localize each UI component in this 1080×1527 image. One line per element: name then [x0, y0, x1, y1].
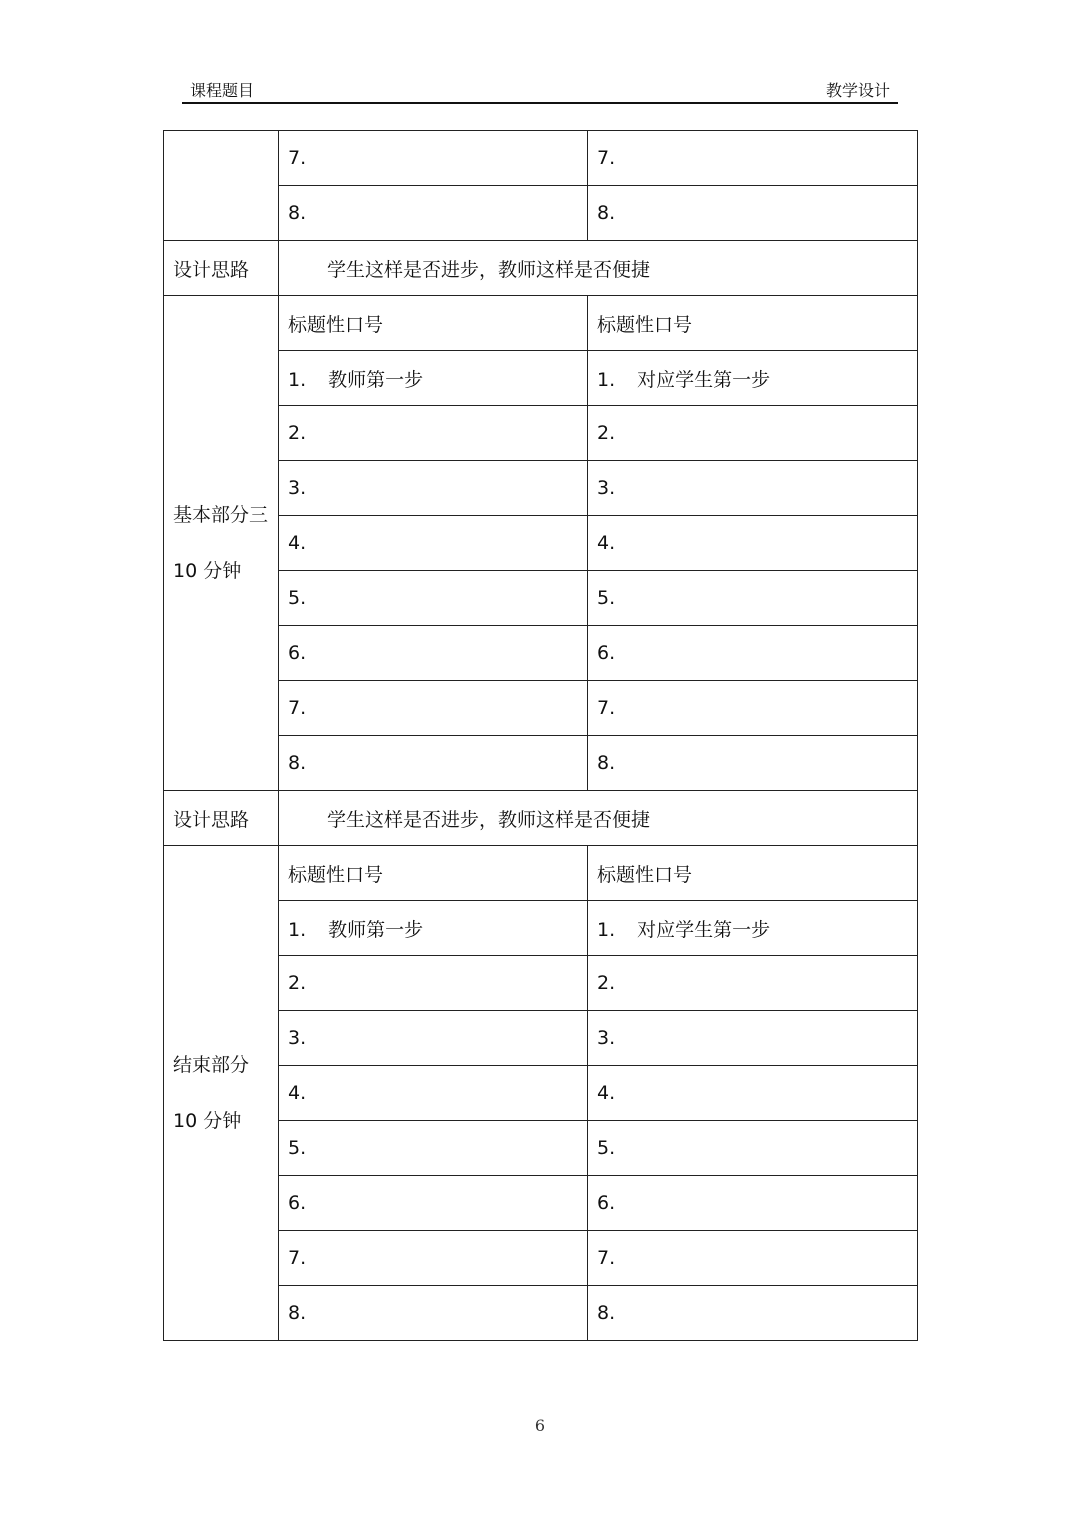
- student-step-cell: 7.: [588, 1231, 918, 1286]
- lesson-plan-table: [163, 130, 918, 1341]
- section-label-cell: [164, 131, 279, 241]
- teacher-step-cell: 3.: [279, 1011, 588, 1066]
- design-row: [164, 241, 918, 296]
- teacher-step-cell: 3.: [279, 461, 588, 516]
- teacher-step-cell: 4.: [279, 516, 588, 571]
- section-label-cell: [164, 296, 279, 791]
- teacher-step-cell: 4.: [279, 1066, 588, 1121]
- student-header-cell: 标题性口号: [588, 296, 918, 351]
- student-step-cell: 8.: [588, 1286, 918, 1341]
- section-title: 结束部分: [173, 1054, 250, 1076]
- student-step-cell: [588, 351, 918, 406]
- teacher-step-cell: 6.: [279, 626, 588, 681]
- student-step-cell: [588, 901, 918, 956]
- step-number: 1.: [288, 918, 307, 941]
- design-text: 学生这样是否进步，教师这样是否便捷: [279, 791, 918, 846]
- teacher-step-cell: 5.: [279, 571, 588, 626]
- teacher-step-cell: 7.: [279, 131, 588, 186]
- header-course-title: 课程题目: [190, 81, 255, 100]
- teacher-step-cell: 2.: [279, 406, 588, 461]
- student-step-cell: 2.: [588, 406, 918, 461]
- header-doc-type: 教学设计: [825, 81, 890, 100]
- step-number: 1.: [597, 368, 616, 391]
- step-text: 教师第一步: [328, 918, 424, 941]
- teacher-step-cell: [279, 351, 588, 406]
- student-step-cell: 3.: [588, 461, 918, 516]
- teacher-header-cell: 标题性口号: [279, 296, 588, 351]
- teacher-step-cell: 7.: [279, 1231, 588, 1286]
- student-header-cell: 标题性口号: [588, 846, 918, 901]
- student-step-cell: 5.: [588, 1121, 918, 1176]
- design-label: 设计思路: [164, 241, 279, 296]
- table-row: [164, 846, 918, 901]
- design-label: 设计思路: [164, 791, 279, 846]
- step-text: 对应学生第一步: [637, 918, 771, 941]
- teacher-header-cell: 标题性口号: [279, 846, 588, 901]
- student-step-cell: 5.: [588, 571, 918, 626]
- section-duration: 10 分钟: [173, 1110, 242, 1132]
- student-step-cell: 8.: [588, 186, 918, 241]
- student-step-cell: 7.: [588, 131, 918, 186]
- section-label-cell: [164, 846, 279, 1341]
- step-number: 1.: [597, 918, 616, 941]
- student-step-cell: 7.: [588, 681, 918, 736]
- teacher-step-cell: [279, 901, 588, 956]
- section-duration: 10 分钟: [173, 560, 242, 582]
- section-title: 基本部分三: [173, 504, 269, 526]
- student-step-cell: 6.: [588, 626, 918, 681]
- teacher-step-cell: 8.: [279, 186, 588, 241]
- teacher-step-cell: 8.: [279, 1286, 588, 1341]
- step-text: 教师第一步: [328, 368, 424, 391]
- teacher-step-cell: 7.: [279, 681, 588, 736]
- table-row: [164, 296, 918, 351]
- table-row: [164, 131, 918, 186]
- design-text: 学生这样是否进步，教师这样是否便捷: [279, 241, 918, 296]
- teacher-step-cell: 2.: [279, 956, 588, 1011]
- student-step-cell: 3.: [588, 1011, 918, 1066]
- student-step-cell: 4.: [588, 516, 918, 571]
- teacher-step-cell: 6.: [279, 1176, 588, 1231]
- teacher-step-cell: 5.: [279, 1121, 588, 1176]
- step-text: 对应学生第一步: [637, 368, 771, 391]
- design-row: [164, 791, 918, 846]
- teacher-step-cell: 8.: [279, 736, 588, 791]
- student-step-cell: 8.: [588, 736, 918, 791]
- student-step-cell: 6.: [588, 1176, 918, 1231]
- page-number: 6: [534, 1416, 546, 1435]
- page-header: [182, 74, 898, 104]
- student-step-cell: 4.: [588, 1066, 918, 1121]
- step-number: 1.: [288, 368, 307, 391]
- student-step-cell: 2.: [588, 956, 918, 1011]
